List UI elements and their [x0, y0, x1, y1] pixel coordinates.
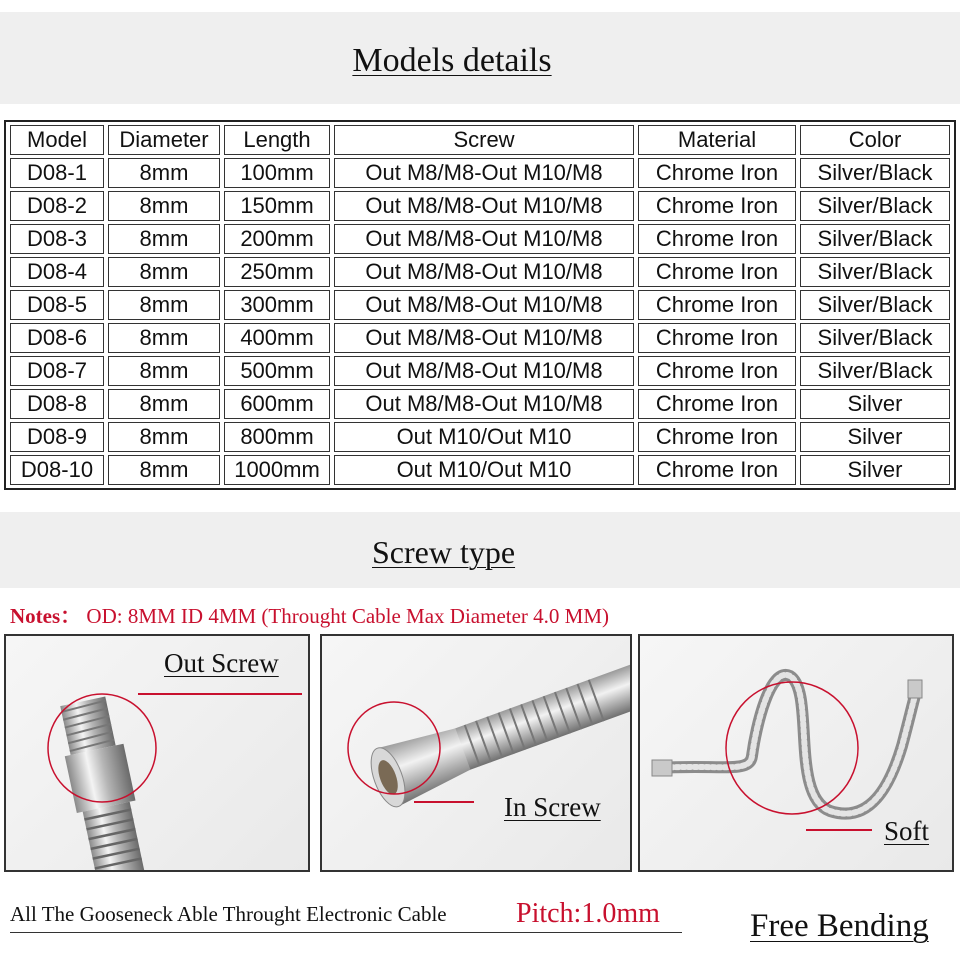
cell-diameter: 8mm — [108, 323, 220, 353]
cell-color: Silver — [800, 455, 950, 485]
table-row — [10, 389, 950, 419]
cell-color: Silver — [800, 389, 950, 419]
out-screw-photo — [4, 634, 310, 872]
out-screw-label: Out Screw — [164, 648, 279, 678]
cell-diameter: 8mm — [108, 158, 220, 188]
cable-note-underline — [10, 932, 682, 933]
cell-color: Silver/Black — [800, 191, 950, 221]
cell-model: D08-8 — [10, 389, 104, 419]
cell-screw: Out M10/Out M10 — [334, 455, 634, 485]
cell-material: Chrome Iron — [638, 455, 796, 485]
cell-model: D08-9 — [10, 422, 104, 452]
cell-model: D08-1 — [10, 158, 104, 188]
cell-model: D08-3 — [10, 224, 104, 254]
cell-diameter: 8mm — [108, 422, 220, 452]
cell-color: Silver/Black — [800, 290, 950, 320]
cell-screw: Out M10/Out M10 — [334, 422, 634, 452]
pitch-text: Pitch:1.0mm — [516, 898, 660, 929]
notes-line — [10, 600, 609, 630]
models-title-band — [0, 12, 960, 104]
models-title-text: Models details — [352, 42, 552, 79]
cell-material: Chrome Iron — [638, 323, 796, 353]
cell-material: Chrome Iron — [638, 389, 796, 419]
cell-model: D08-5 — [10, 290, 104, 320]
screw-type-title — [372, 534, 515, 571]
models-table — [4, 120, 956, 490]
cell-screw: Out M8/M8-Out M10/M8 — [334, 389, 634, 419]
table-row — [10, 422, 950, 452]
cell-diameter: 8mm — [108, 455, 220, 485]
col-header-diameter: Diameter — [108, 125, 220, 155]
cell-length: 300mm — [224, 290, 330, 320]
cell-diameter: 8mm — [108, 257, 220, 287]
cell-length: 800mm — [224, 422, 330, 452]
cell-material: Chrome Iron — [638, 356, 796, 386]
notes-text: OD: 8MM ID 4MM (Throught Cable Max Diameter 4.0 MM) — [86, 604, 610, 628]
cell-model: D08-7 — [10, 356, 104, 386]
cell-screw: Out M8/M8-Out M10/M8 — [334, 323, 634, 353]
table-row — [10, 257, 950, 287]
cell-length: 250mm — [224, 257, 330, 287]
cell-color: Silver/Black — [800, 323, 950, 353]
cable-note-text: All The Gooseneck Able Throught Electronic Cable — [10, 902, 447, 926]
cell-diameter: 8mm — [108, 290, 220, 320]
col-header-material: Material — [638, 125, 796, 155]
cell-screw: Out M8/M8-Out M10/M8 — [334, 290, 634, 320]
cell-screw: Out M8/M8-Out M10/M8 — [334, 224, 634, 254]
cell-color: Silver/Black — [800, 257, 950, 287]
cell-color: Silver/Black — [800, 224, 950, 254]
cell-model: D08-10 — [10, 455, 104, 485]
screw-type-band — [0, 512, 960, 588]
models-title — [0, 42, 904, 80]
notes-label: Notes： — [10, 604, 82, 628]
cell-screw: Out M8/M8-Out M10/M8 — [334, 257, 634, 287]
col-header-screw: Screw — [334, 125, 634, 155]
col-header-length: Length — [224, 125, 330, 155]
cell-length: 100mm — [224, 158, 330, 188]
cell-material: Chrome Iron — [638, 224, 796, 254]
cell-length: 200mm — [224, 224, 330, 254]
cell-diameter: 8mm — [108, 389, 220, 419]
screw-type-title-text: Screw type — [372, 534, 516, 570]
cell-color: Silver — [800, 422, 950, 452]
in-screw-photo — [320, 634, 632, 872]
cell-screw: Out M8/M8-Out M10/M8 — [334, 356, 634, 386]
table-row — [10, 224, 950, 254]
cell-model: D08-2 — [10, 191, 104, 221]
cell-screw: Out M8/M8-Out M10/M8 — [334, 191, 634, 221]
cell-model: D08-4 — [10, 257, 104, 287]
free-bending-text: Free Bending — [750, 908, 929, 944]
cell-model: D08-6 — [10, 323, 104, 353]
cell-color: Silver/Black — [800, 356, 950, 386]
in-screw-label: In Screw — [504, 792, 601, 822]
cell-length: 400mm — [224, 323, 330, 353]
cell-length: 500mm — [224, 356, 330, 386]
table-row — [10, 323, 950, 353]
table-body — [10, 158, 950, 485]
cell-diameter: 8mm — [108, 191, 220, 221]
cell-material: Chrome Iron — [638, 422, 796, 452]
table-row — [10, 158, 950, 188]
cell-color: Silver/Black — [800, 158, 950, 188]
cell-length: 600mm — [224, 389, 330, 419]
cell-length: 150mm — [224, 191, 330, 221]
cell-length: 1000mm — [224, 455, 330, 485]
in-screw-illustration — [322, 636, 632, 872]
cell-material: Chrome Iron — [638, 191, 796, 221]
table-row — [10, 290, 950, 320]
cell-screw: Out M8/M8-Out M10/M8 — [334, 158, 634, 188]
col-header-color: Color — [800, 125, 950, 155]
cell-material: Chrome Iron — [638, 158, 796, 188]
cell-material: Chrome Iron — [638, 290, 796, 320]
table-row — [10, 356, 950, 386]
soft-photo — [638, 634, 954, 872]
table-row — [10, 455, 950, 485]
cable-note — [10, 902, 447, 927]
table-header-row — [10, 125, 950, 155]
soft-label: Soft — [884, 816, 930, 846]
cell-material: Chrome Iron — [638, 257, 796, 287]
table-row — [10, 191, 950, 221]
cell-diameter: 8mm — [108, 224, 220, 254]
col-header-model: Model — [10, 125, 104, 155]
cell-diameter: 8mm — [108, 356, 220, 386]
